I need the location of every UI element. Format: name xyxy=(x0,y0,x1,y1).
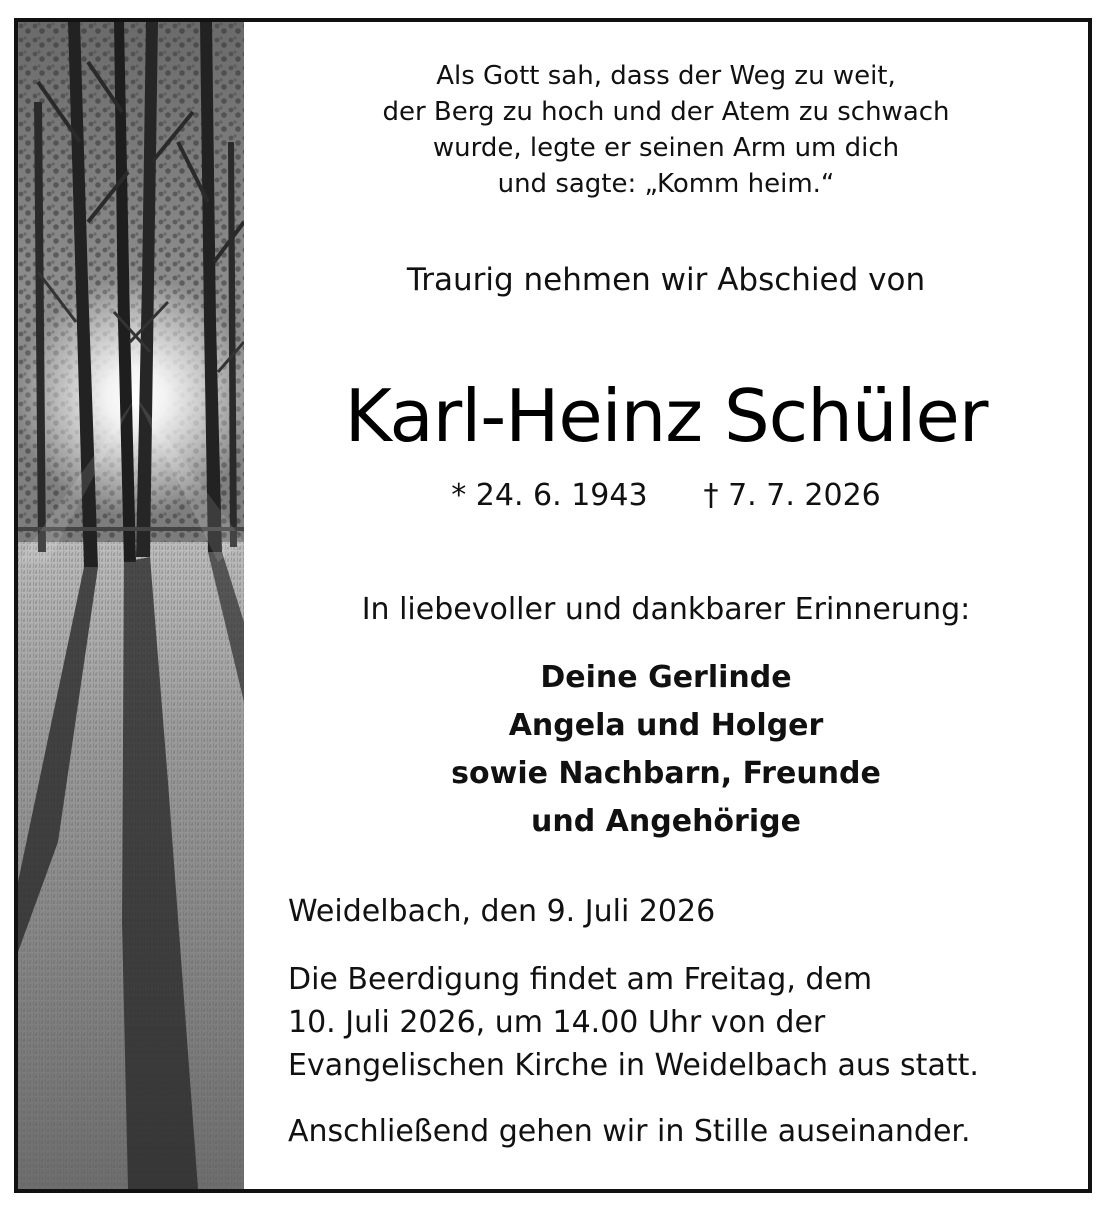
closing-line: Anschließend gehen wir in Stille auseinander. xyxy=(288,1114,971,1149)
mourner-line: sowie Nachbarn, Freunde xyxy=(451,756,881,791)
forest-photo xyxy=(18,22,244,1189)
place-date: Weidelbach, den 9. Juli 2026 xyxy=(288,894,716,929)
notice-text xyxy=(244,22,1088,1189)
verse-line: wurde, legte er seinen Arm um dich xyxy=(432,133,900,163)
mourner-line: Angela und Holger xyxy=(508,708,824,743)
life-dates xyxy=(244,478,1088,513)
intro-line: Traurig nehmen wir Abschied von xyxy=(406,262,926,298)
memory-line: In liebevoller und dankbarer Erinnerung: xyxy=(361,592,971,627)
deceased-name: Karl-Heinz Schüler xyxy=(344,374,988,458)
obituary-notice xyxy=(14,18,1092,1193)
death-date: † 7. 7. 2026 xyxy=(703,478,881,513)
funeral-info xyxy=(288,958,979,1087)
mourner-line: Deine Gerlinde xyxy=(540,660,792,695)
verse-line: der Berg zu hoch und der Atem zu schwach xyxy=(382,97,950,127)
mourner-line: und Angehörige xyxy=(531,804,801,839)
verse xyxy=(244,58,1088,202)
funeral-line: Die Beerdigung findet am Freitag, dem xyxy=(288,962,873,997)
mourners-list xyxy=(244,654,1088,846)
funeral-line: Evangelischen Kirche in Weidelbach aus statt. xyxy=(288,1048,979,1083)
birth-date: * 24. 6. 1943 xyxy=(451,478,648,513)
funeral-line: 10. Juli 2026, um 14.00 Uhr von der xyxy=(288,1005,826,1040)
verse-line: und sagte: „Komm heim.“ xyxy=(497,169,835,199)
verse-line: Als Gott sah, dass der Weg zu weit, xyxy=(436,61,896,91)
